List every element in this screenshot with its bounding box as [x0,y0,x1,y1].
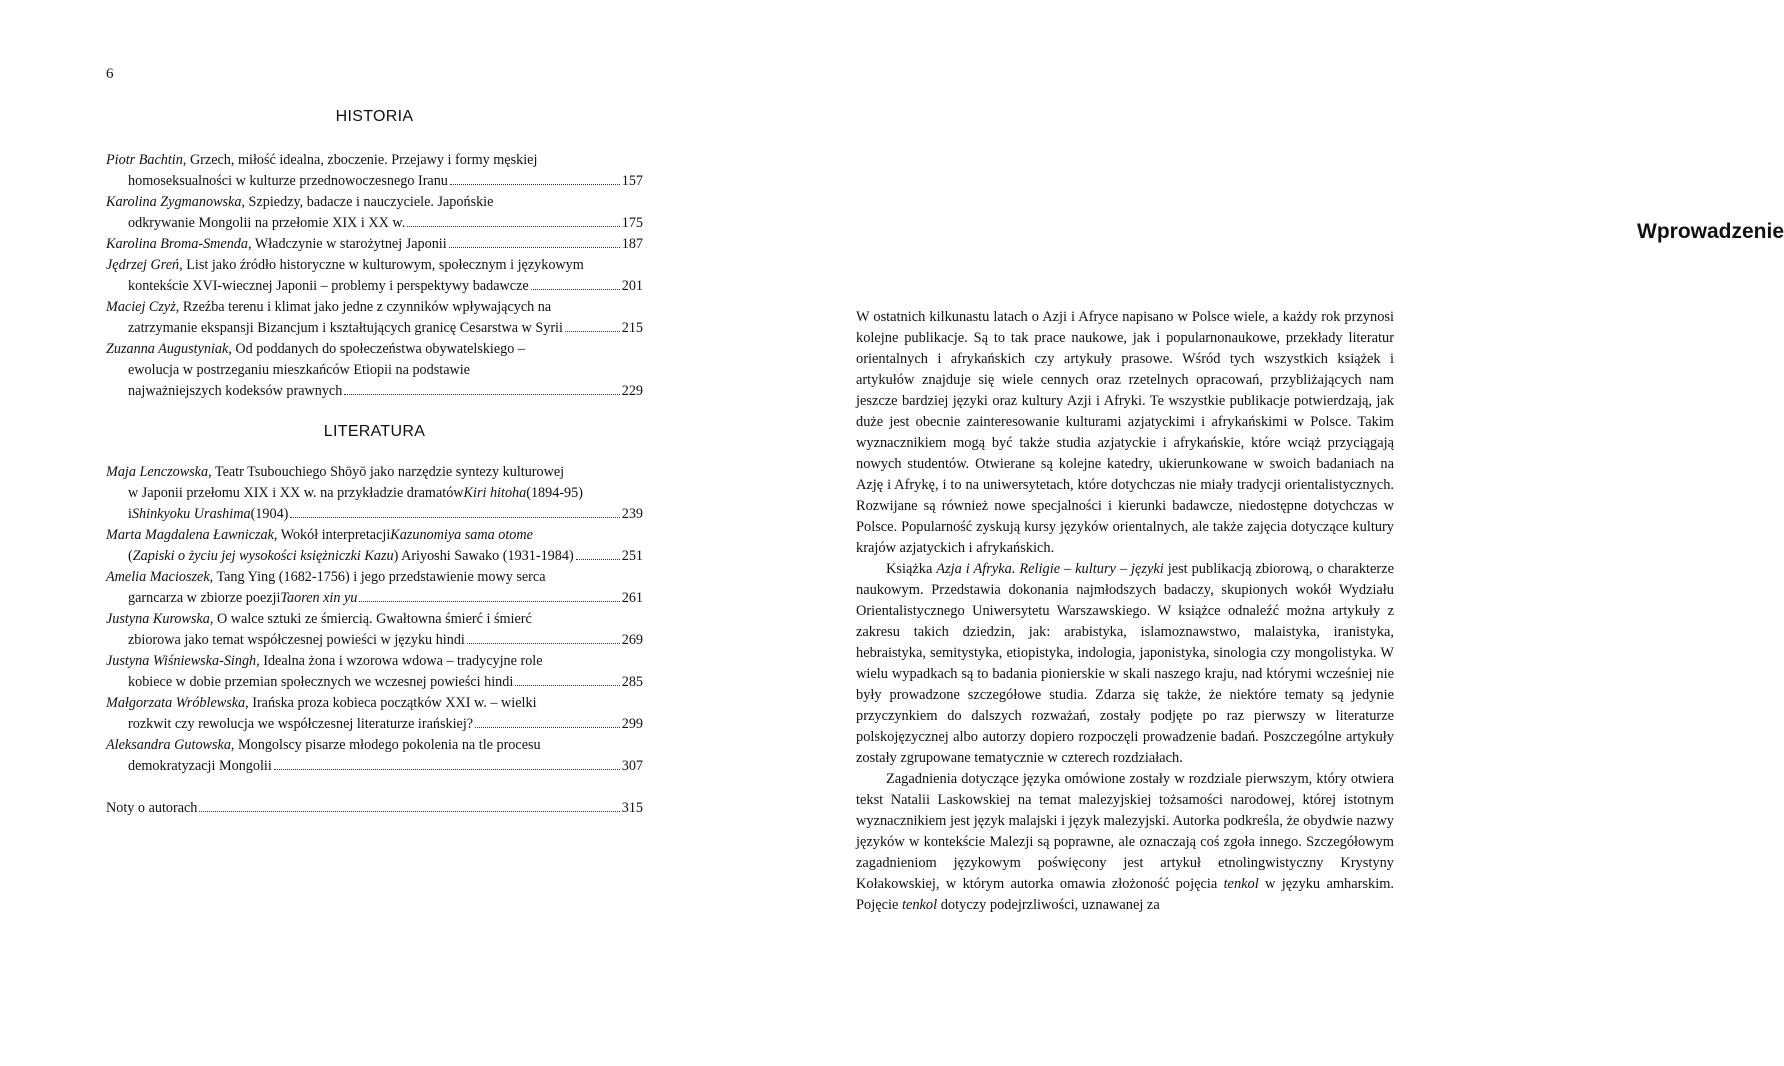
chapter-body [856,307,1394,916]
toc-title-cont: w Japonii przełomu XIX i XX w. na przykładzie dramatów [128,485,464,501]
toc-work-title: Zapiski o życiu jej wysokości księżniczki Kazu [132,548,394,564]
book-title: Azja i Afryka. Religie – kultury – języki [936,561,1164,577]
paragraph-text: Książka [886,561,937,577]
toc-author: Jędrzej Greń [106,257,180,273]
toc-title-cont: (1894-95) [526,485,583,501]
toc-leader [290,517,619,518]
toc-author: Aleksandra Gutowska [106,737,231,753]
toc-author: Małgorzata Wróblewska [106,695,246,711]
toc-title: , Irańska proza kobieca początków XXI w. – wielki [245,695,537,711]
toc-title-cont: ewolucja w postrzeganiu mieszkańców Etiopii na podstawie [128,362,470,378]
toc-leader [475,727,620,728]
toc-leader [449,247,620,248]
toc-page: 157 [621,173,643,189]
toc-title-cont: demokratyzacji Mongolii [128,758,272,774]
toc-entry [106,567,643,609]
toc-literatura [106,462,643,777]
toc-author: Justyna Wiśniewska-Singh [106,653,257,669]
toc-title: , Tang Ying (1682-1756) i jego przedstawienie mowy serca [209,569,546,585]
toc-work-title: Kazunomiya sama otome [390,527,533,543]
toc-title-cont: ( [128,548,133,564]
toc-title: , O walce sztuki ze śmiercią. Gwałtowna śmierć i śmierć [209,611,532,627]
toc-page: 175 [621,215,643,231]
toc-author: Maciej Czyż [106,299,176,315]
toc-title: , Teatr Tsubouchiego Shōyō jako narzędzie syntezy kulturowej [208,464,565,480]
toc-leader [199,811,619,812]
toc-entry [106,693,643,735]
term: tenkol [901,897,938,913]
toc-title: , Mongolscy pisarze młodego pokolenia na tle procesu [230,737,541,753]
toc-page: 187 [621,236,643,252]
toc-page: 229 [621,383,643,399]
toc-entry [106,609,643,651]
page-number: 6 [106,66,114,82]
toc-title: , List jako źródło historyczne w kulturowym, społecznym i językowym [179,257,584,273]
toc-entry [106,297,643,339]
toc-work-title: Taoren xin yu [280,590,358,606]
toc-page: 251 [621,548,643,564]
toc-title: , Idealna żona i wzorowa wdowa – tradycyjne role [256,653,543,669]
toc-title: , Od poddanych do społeczeństwa obywatelskiego – [228,341,525,357]
toc-title-cont: odkrywanie Mongolii na przełomie XIX i XX w. [128,215,406,231]
paragraph [856,769,1394,916]
section-heading-literatura: LITERATURA [323,423,426,440]
toc-title-cont: rozkwit czy rewolucja we współczesnej literaturze irańskiej? [128,716,474,732]
toc-leader [274,769,620,770]
toc-entry [106,192,643,234]
toc-noty [106,798,643,819]
toc-leader [407,226,619,227]
toc-leader [531,289,620,290]
paragraph-text: jest publikacją zbiorową, o charakterze naukowym. Przedstawia dokonania najmłodszych badaczy, skupionych wokół Wydziału Orientalistycznego Uniwersytetu Warszawskiego. W książce odnaleźć można artykuły z zakresu takich dziedzin, jak: arabistyka, islamoznawstwo, malaistyka, iranistyka, hebraistyka, semitystyka, etiopistyka, indologia, japonistyka, sinologia czy mongolistyka. W wielu wypadkach są to badania pionierskie w skali naszego kraju, nad którymi wcześniej nie były prowadzone szczegółowe studia. Zdarza się także, że niektóre tematy są jedynie przyczynkiem do dalszych rozważań, zostały podjęte po raz pierwszy w literaturze polskojęzycznej albo autorzy dopiero rozpoczęli prowadzenie badań. Poszczególne artykuły zostały zgrupowane tematycznie w czterech rozdziałach. [856,561,1394,766]
chapter-title: Wprowadzenie [1637,220,1784,243]
toc-title-cont: garncarza w zbiorze poezji [128,590,281,606]
toc-title-cont: ) Ariyoshi Sawako (1931-1984) [393,548,574,564]
toc-entry [106,651,643,693]
paragraph-text: Zagadnienia dotyczące języka omówione zostały w rozdziale pierwszym, który otwiera tekst Natalii Laskowskiej na temat malezyjskiej tożsamości narodowej, której istotnym wyznacznikiem jest język malajski i język malezyjski. Autorka podkreśla, że obydwie nazwy języków w kontekście Malezji są poprawne, ale oznaczają coś zgoła innego. Szczegółowym zagadnieniom językowym poświęcony jest artykuł etnolingwistyczny Krystyny Kołakowskiej, w którym autorka omawia złożoność pojęcia [856,771,1394,892]
toc-entry [106,525,643,567]
toc-page: 307 [621,758,643,774]
toc-entry [106,150,643,192]
toc-author: Zuzanna Augustyniak [106,341,229,357]
toc-title: , Wokół interpretacji [273,527,391,543]
section-heading-historia: HISTORIA [335,108,414,125]
toc-entry [106,735,643,777]
toc-title-cont: zatrzymanie ekspansji Bizancjum i kształtujących granicę Cesarstwa w Syrii [128,320,563,336]
paragraph [856,559,1394,769]
toc-page: 239 [621,506,643,522]
toc-title-cont: zbiorowa jako temat współczesnej powieści w języku hindi [128,632,465,648]
toc-page: 201 [621,278,643,294]
toc-title-cont: kobiece w dobie przemian społecznych we wczesnej powieści hindi [128,674,514,690]
toc-author: Karolina Zygmanowska [106,194,242,210]
toc-page: 261 [621,590,643,606]
toc-entry [106,462,643,525]
toc-title-cont: najważniejszych kodeksów prawnych [128,383,343,399]
toc-author: Marta Magdalena Ławniczak [106,527,274,543]
toc-leader [515,685,619,686]
toc-leader [565,331,620,332]
toc-leader [450,184,620,185]
toc-leader [359,601,619,602]
toc-page: 215 [621,320,643,336]
toc-leader [467,643,620,644]
toc-title: , Władczynie w starożytnej Japonii [248,236,447,252]
toc-leader [576,559,620,560]
toc-entry [106,255,643,297]
toc-author: Justyna Kurowska [106,611,210,627]
toc-author: Amelia Macioszek [106,569,210,585]
toc-title: , Rzeźba terenu i klimat jako jedne z czynników wpływających na [175,299,552,315]
toc-noty-label: Noty o autorach [106,800,198,816]
term: tenkol [1223,876,1259,892]
left-page [0,0,750,1066]
paragraph: W ostatnich kilkunastu latach o Azji i Afryce napisano w Polsce wiele, a każdy rok przynosi kolejne publikacje. Są to tak prace naukowe, jak i popularnonaukowe, przekłady literatur orientalnych i afrykańskich czy artykuły prasowe. Wśród tych wszystkich książek i artykułów znajduje się wiele cennych oraz rzetelnych opracowań, przybliżających nam jeszcze bardziej języki oraz kultury Azji i Afryki. Te wszystkie publikacje potwierdzają, jak duże jest obecnie zainteresowanie kulturami azjatyckimi i afrykańskimi w Polsce. Takim wyznacznikiem mogą być także studia azjatyckie i afrykańskie, które wciąż przyciągają nowych studentów. Otwierane są kolejne katedry, ukierunkowane w swoich badaniach na Azję i Afrykę, i to na uniwersytetach, które dotychczas nie miały tradycji orientalistycznych. Rozwijane są również nowe specjalności i kierunki badawcze, niedostępne dotychczas w Polsce. Popularność zyskują kursy języków orientalnych, ale także zajęcia dotyczące kultury krajów azjatyckich i afrykańskich. [856,309,1394,556]
toc-work-title: Shinkyoku Urashima [131,506,251,522]
toc-title-cont: i [128,506,132,522]
toc-leader [344,394,619,395]
toc-title-cont: (1904) [250,506,289,522]
toc-author: Karolina Broma-Smenda [106,236,248,252]
toc-page: 285 [621,674,643,690]
toc-title: , Szpiedzy, badacze i nauczyciele. Japońskie [241,194,494,210]
toc-author: Maja Lenczowska [106,464,209,480]
toc-historia [106,150,643,402]
toc-page: 299 [621,716,643,732]
toc-page: 315 [621,800,643,816]
toc-entry [106,339,643,402]
toc-entry [106,234,643,255]
toc-work-title: Kiri hitoha [463,485,527,501]
toc-title-cont: kontekście XVI-wiecznej Japonii – problemy i perspektywy badawcze [128,278,529,294]
toc-title: , Grzech, miłość idealna, zboczenie. Przejawy i formy męskiej [182,152,538,168]
paragraph-text: dotyczy podejrzliwości, uznawanej za [937,897,1160,913]
toc-title-cont: homoseksualności w kulturze przednowoczesnego Iranu [128,173,448,189]
toc-page: 269 [621,632,643,648]
paragraph-text: w języku amharskim. Pojęcie [856,876,1394,913]
toc-author: Piotr Bachtin [106,152,183,168]
